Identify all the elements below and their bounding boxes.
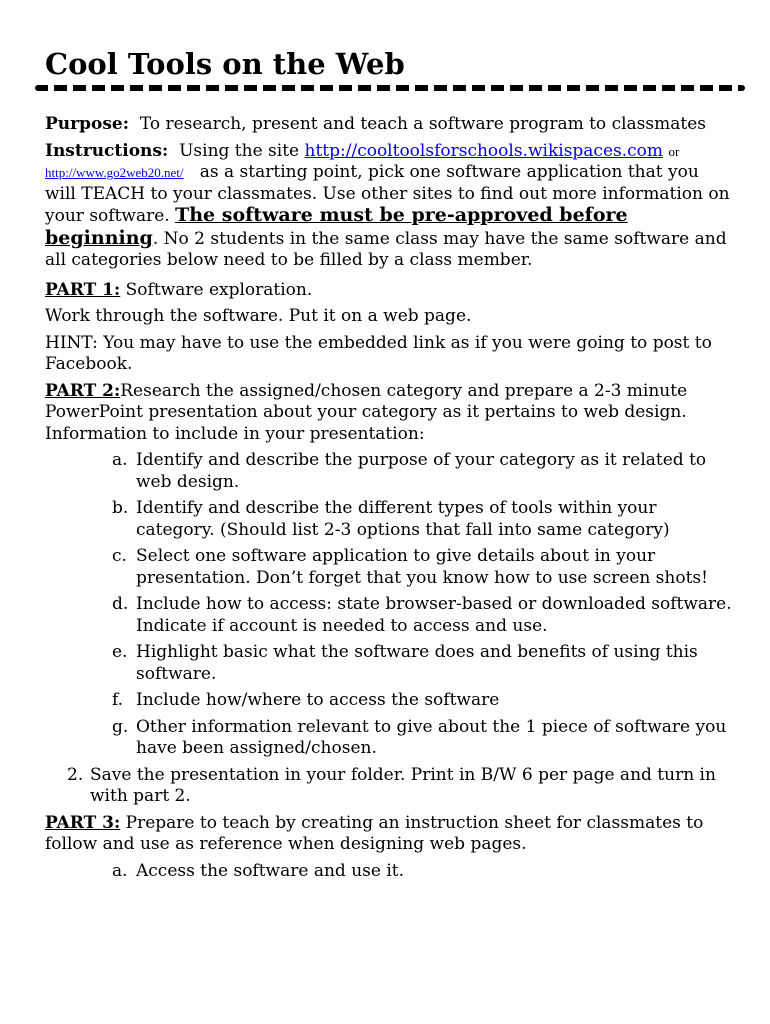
list-item <box>45 717 735 760</box>
list-marker: a. <box>112 860 128 881</box>
page-title: Cool Tools on the Web <box>45 47 405 81</box>
list-item-text: Save the presentation in your folder. Print in B/W 6 per page and turn in with part 2. <box>90 764 716 806</box>
list-marker: d. <box>112 594 129 614</box>
instructions-label: Instructions: <box>45 140 169 161</box>
list-item-text: Include how to access: state browser-based or downloaded software. Indicate if account is needed to access and use. <box>136 594 732 636</box>
list-item <box>45 546 735 589</box>
purpose-text: To research, present and teach a software program to classmates <box>139 114 706 134</box>
list-item <box>45 861 735 883</box>
list-item-text: Include how/where to access the software <box>136 690 500 710</box>
list-marker: c. <box>112 546 127 566</box>
list-item-text: Identify and describe the purpose of your category as it related to web design. <box>136 450 707 492</box>
part2-paragraph <box>45 381 735 446</box>
cooltools-link[interactable]: http://cooltoolsforschools.wikispaces.com <box>304 140 664 161</box>
instructions-text-mid: as a starting point, pick one software application that you will TEACH to your classmates. Use other sites to find out more information on your software. <box>45 162 730 226</box>
part1-text: Software exploration. <box>125 279 313 300</box>
list-item-text: Select one software application to give details about in your presentation. Don’t forget that you know how to use screen shots! <box>136 546 708 588</box>
list-marker: b. <box>112 498 129 518</box>
list-item-text: Other information relevant to give about the 1 piece of software you have been assigned/chosen. <box>136 716 727 758</box>
purpose-label: Purpose: <box>45 114 129 134</box>
part2-label: PART 2: <box>45 380 121 401</box>
part1-paragraph <box>45 280 735 302</box>
purpose-paragraph <box>45 114 735 136</box>
preapproval-emphasis: The software must be pre-approved before beginning <box>45 204 628 249</box>
part3-list <box>45 861 735 883</box>
list-item-text: Identify and describe the different types of tools within your category. (Should list 2-3 options that fall into same category) <box>136 498 670 540</box>
part3-label: PART 3: <box>45 812 121 833</box>
list-item-text: Access the software and use it. <box>136 860 405 881</box>
list-marker: g. <box>112 716 129 737</box>
instructions-paragraph <box>45 141 735 272</box>
go2web20-link[interactable]: http://www.go2web20.net/ <box>45 165 184 180</box>
part1-hint: HINT: You may have to use the embedded link as if you were going to post to Facebook. <box>45 332 712 374</box>
list-item <box>45 765 735 808</box>
part3-text: Prepare to teach by creating an instruction sheet for classmates to follow and use as reference when designing web pages. <box>45 812 704 854</box>
list-item <box>45 594 735 637</box>
instructions-text-before: Using the site <box>179 140 300 161</box>
part3-paragraph <box>45 813 735 856</box>
or-text: or <box>668 143 680 159</box>
part2-steps <box>45 765 735 808</box>
dashed-divider <box>35 85 745 91</box>
list-item <box>45 450 735 493</box>
list-marker: e. <box>112 642 128 662</box>
part1-line2: Work through the software. Put it on a web page. <box>45 306 472 326</box>
list-item <box>45 498 735 541</box>
part2-text: Research the assigned/chosen category and prepare a 2-3 minute PowerPoint presentation about your category as it pertains to web design. Information to include in your presentation: <box>45 380 688 444</box>
list-item <box>45 690 735 712</box>
list-marker: f. <box>112 690 124 710</box>
instructions-text-after: . No 2 students in the same class may have the same software and all categories below need to be filled by a class member. <box>45 228 727 270</box>
list-item-text: Highlight basic what the software does and benefits of using this software. <box>136 642 698 684</box>
list-item <box>45 642 735 685</box>
part1-label: PART 1: <box>45 279 121 300</box>
document-body <box>45 114 735 887</box>
list-marker: 2. <box>67 764 84 785</box>
part2-list <box>45 450 735 760</box>
list-marker: a. <box>112 450 128 470</box>
